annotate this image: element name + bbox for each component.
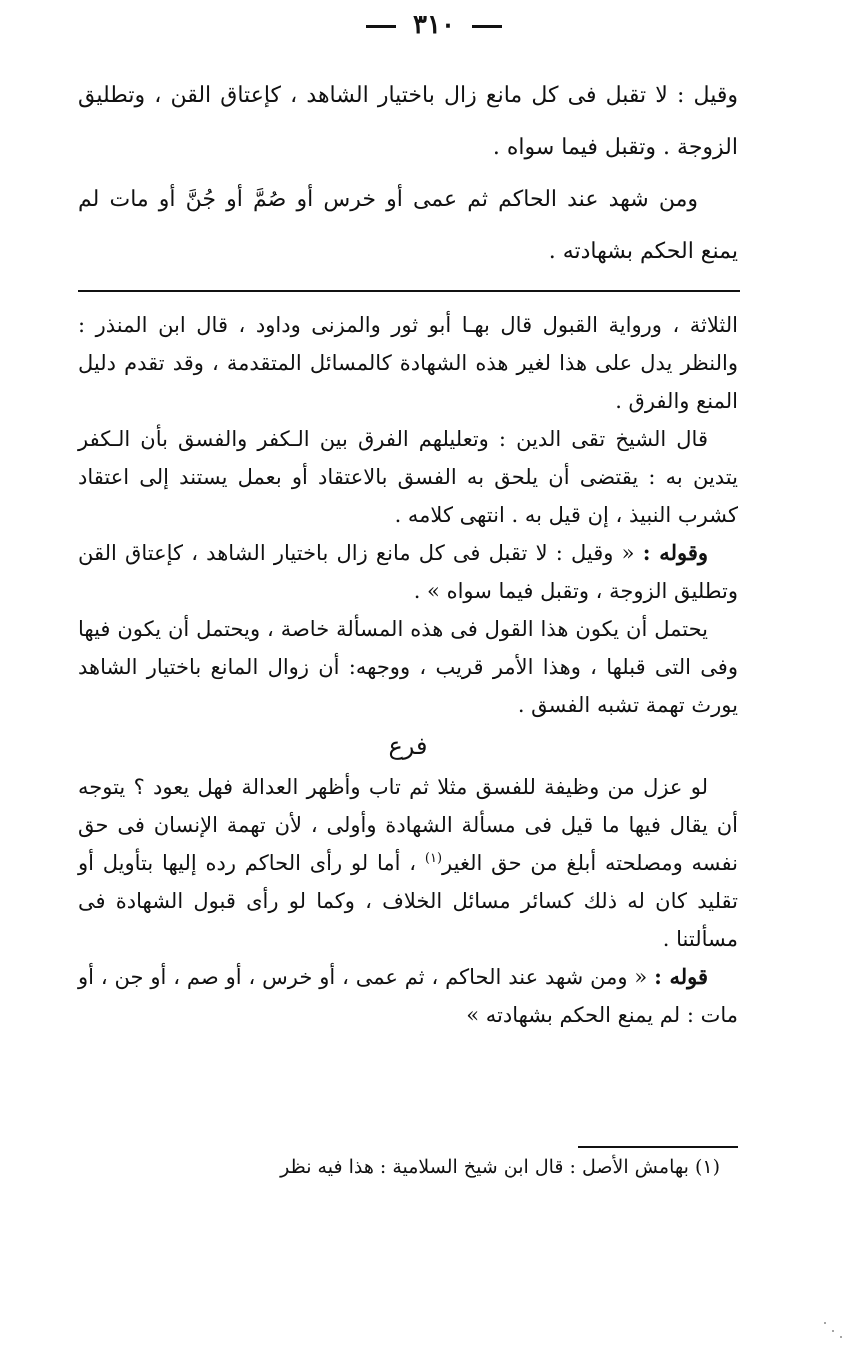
footnote-reference: (١) [424, 851, 443, 866]
commentary-paragraph-5-text-b: ، أما لو رأى الحاكم رده إليها بتأويل أو تقليد كان له ذلك كسائر مسائل الخلاف ، وكما لو رأى قبول الشهادة فى مسألتنا . [78, 851, 738, 951]
commentary-paragraph-6 [78, 958, 738, 1034]
commentary-paragraph-6-text: « ومن شهد عند الحاكم ، ثم عمى ، أو خرس ، أو صم ، أو جن ، أو مات : لم يمنع الحكم بشهادته » [78, 965, 738, 1027]
footnote-separator [578, 1146, 738, 1148]
commentary-paragraph-4 [78, 610, 738, 724]
page-number-dash-left [366, 25, 396, 28]
section-heading: فرع [388, 732, 428, 760]
commentary-paragraph-1 [78, 306, 738, 420]
commentary-paragraph-5 [78, 768, 738, 958]
commentary-paragraph-2 [78, 420, 738, 534]
main-paragraph-1: وقيل : لا تقبل فى كل مانع زال باختيار الشاهد ، كإعتاق القن ، وتطليق الزوجة . وتقبل فيما سواه . [78, 83, 738, 160]
commentary-text [78, 306, 738, 1034]
commentary-paragraph-6-label: قوله : [654, 964, 708, 989]
footnote: (١) بهامش الأصل : قال ابن شيخ السلامية : هذا فيه نظر [280, 1156, 720, 1178]
commentary-paragraph-5-text-a: لو عزل من وظيفة للفسق مثلا ثم تاب وأظهر العدالة فهل يعود ؟ يتوجه أن يقال فيها ما قيل فى مسألة الشهادة وأولى ، لأن تهمة الإنسان فى حق نفسه ومصلحته أبلغ من حق الغير [78, 775, 738, 875]
page-number [0, 10, 868, 40]
scan-specks [820, 1320, 850, 1340]
page-number-dash-right [472, 25, 502, 28]
commentary-paragraph-3-label: وقوله : [642, 540, 708, 565]
commentary-paragraph-4-text: يحتمل أن يكون هذا القول فى هذه المسألة خاصة ، ويحتمل أن يكون فيها وفى التى قبلها ، وهذا الأمر قريب ، ووجهه: أن زوال المانع باختيار الشاهد يورث تهمة تشبه الفسق . [78, 617, 738, 717]
commentary-paragraph-1-text: الثلاثة ، ورواية القبول قال بهـا أبو ثور والمزنى وداود ، قال ابن المنذر : والنظر يدل على هذا لغير هذه الشهادة كالمسائل المتقدمة ، وقد تقدم دليل المنع والفرق . [78, 313, 738, 413]
commentary-paragraph-3 [78, 534, 738, 610]
main-commentary-separator [78, 290, 740, 292]
main-paragraph-2: ومن شهد عند الحاكم ثم عمى أو خرس أو صُمَّ أو جُنَّ أو مات لم يمنع الحكم بشهادته . [78, 187, 738, 264]
commentary-paragraph-2-text: قال الشيخ تقى الدين : وتعليلهم الفرق بين الـكفر والفسق بأن الـكفر يتدين به : يقتضى أن يلحق به الفسق بالاعتقاد أو بعمل يستند إلى اعتقاد كشرب النبيذ ، إن قيل به . انتهى كلامه . [78, 427, 738, 527]
main-text [78, 70, 738, 278]
page-number-value: ٣١٠ [413, 10, 455, 40]
commentary-paragraph-3-text: « وقيل : لا تقبل فى كل مانع زال باختيار الشاهد ، كإعتاق القن وتطليق الزوجة ، وتقبل فيما سواه » . [78, 541, 738, 603]
